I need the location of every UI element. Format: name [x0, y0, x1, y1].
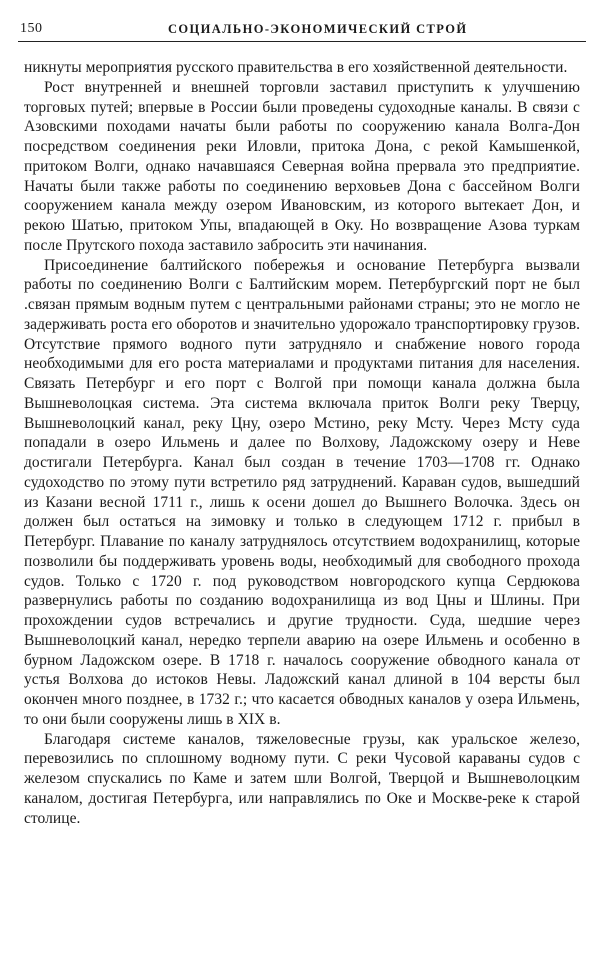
- paragraph-trade-routes: Рост внутренней и внешней торговли заставил приступить к улучшению торговых путей; впервые в России были проведены судоходные каналы. В связи с Азовскими походами начаты были работы по сооружению канала Волга-Дон посредством соединения реки Иловли, притока Дона, с рекой Камышенкой, притоком Волги, однако начавшаяся Северная война прервала это предприятие. Начаты были также работы по соединению верховьев Дона с бассейном Волги сооружением канала между озером Ивановским, из которого вытекает Дон, и рекою Шатью, притоком Упы, впадающей в Оку. Но возвращение Азова туркам после Прутского похода заставило забросить эти начинания.: [24, 78, 580, 254]
- paragraph-canal-system: Благодаря системе каналов, тяжеловесные грузы, как уральское железо, перевозились по сплошному водному пути. С реки Чусовой караваны судов с железом спускались по Каме и затем шли Волгой, Тверцой и Вышневолоцким каналом, достигая Петербурга, или направлялись по Оке и Москве-реке к старой столице.: [24, 730, 580, 827]
- page-header: [18, 19, 586, 42]
- page-number: 150: [20, 21, 43, 36]
- running-title: СОЦИАЛЬНО-ЭКОНОМИЧЕСКИЙ СТРОЙ: [168, 22, 468, 36]
- body-text: [24, 58, 580, 828]
- paragraph-continued: никнуты мероприятия русского правительства в его хозяйственной деятельности.: [24, 59, 568, 76]
- paragraph-baltic-canal: Присоединение балтийского побережья и основание Петербурга вызвали работы по соединению Волги с Балтийским морем. Петербургский порт не был .связан прямым водным путем с центральными районами страны; это не могло не задерживать роста его оборотов и значительно удорожало транспортировку грузов. Отсутствие прямого водного пути затрудняло и снабжение нового города необходимыми для его роста материалами и продуктами питания для населения. Связать Петербург и его порт с Волгой при помощи канала должна была Вышневолоцкая система. Эта система включала приток Волги реку Тверцу, Вышневолоцкий канал, реку Цну, озеро Мстино, реку Мсту. Через Мсту суда попадали в озеро Ильмень и далее по Волхову, Ладожскому озеру и Неве достигали Петербурга. Канал был создан в течение 1703—1708 гг. Однако судоходство по этому пути встретило ряд затруднений. Караван судов, вышедший из Казани весной 1711 г., лишь к осени дошел до Вышнего Волочка. Здесь он должен был остаться на зимовку и только в следующем 1712 г. прибыл в Петербург. Плавание по каналу затруднялось отсутствием водохранилищ, которые позволили бы поддерживать уровень воды, необходимый для свободного прохода судов. Только с 1720 г. под руководством новгородского купца Сердюкова развернулись работы по созданию водохранилища из вод Цны и Шлины. При прохождении судов встречались и другие трудности. Суда, шедшие через Вышневолоцкий канал, нередко терпели аварию на озере Ильмень и особенно в бурном Ладожском озере. В 1718 г. началось сооружение обводного канала от устья Волхова до истоков Невы. Ладожский канал длиной в 104 версты был окончен много позднее, в 1732 г.; что касается обводных каналов у озера Ильмень, то они были сооружены лишь в XIX в.: [24, 256, 580, 728]
